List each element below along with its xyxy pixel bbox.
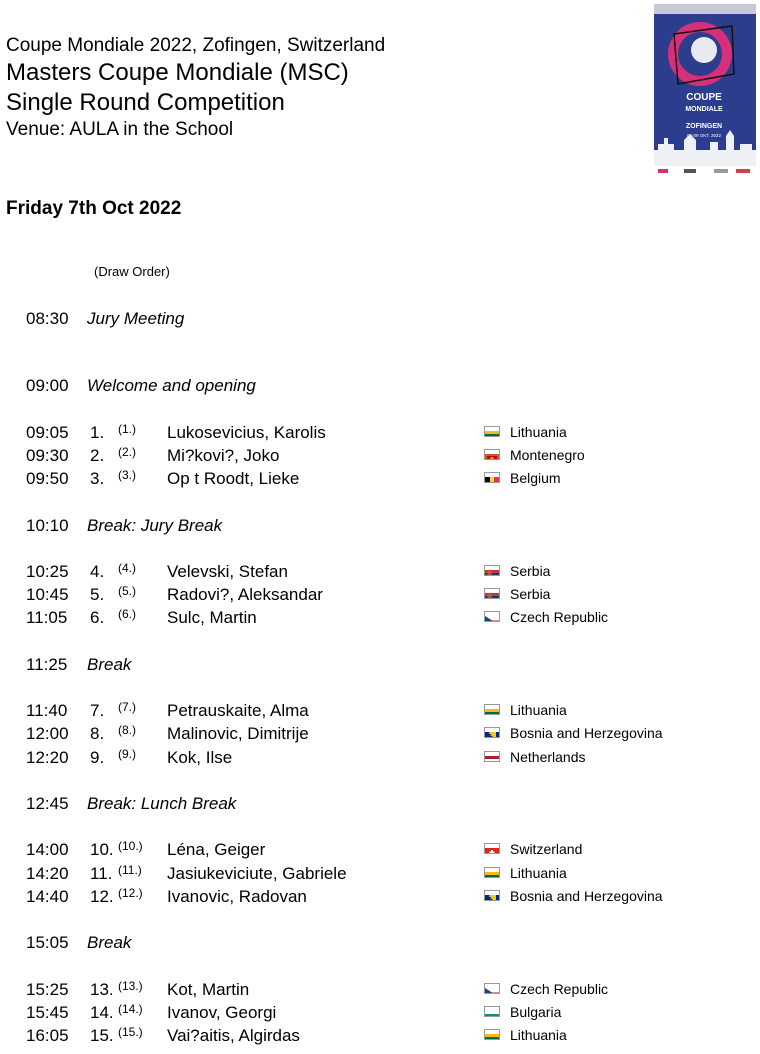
draw-order: (6.) [118, 607, 136, 621]
event-time: 15:05 [26, 933, 69, 952]
performance-time: 09:30 [26, 446, 69, 465]
draw-order: (11.) [118, 863, 142, 877]
performer-country: Bulgaria [510, 1004, 562, 1020]
performance-time: 14:20 [26, 864, 69, 883]
performer-number: 4. [90, 562, 105, 581]
performance-time: 14:00 [26, 840, 69, 859]
performer-row [0, 1024, 760, 1047]
event-poster-logo [654, 4, 756, 176]
performer-country: Bosnia and Herzegovina [510, 888, 663, 904]
draw-order: (3.) [118, 468, 136, 482]
lithuania-flag-icon [484, 1029, 500, 1040]
performer-number: 2. [90, 446, 105, 465]
performer-number: 3. [90, 469, 105, 488]
performer-country: Lithuania [510, 424, 567, 440]
performance-time: 11:40 [26, 701, 68, 720]
performer-name: Vai?aitis, Algirdas [167, 1026, 300, 1045]
performer-number: 8. [90, 724, 105, 743]
performer-row [0, 885, 760, 908]
bosnia-flag-icon [484, 890, 500, 901]
performer-name: Radovi?, Aleksandar [167, 585, 323, 604]
performer-row [0, 722, 760, 745]
performer-row [0, 838, 760, 861]
poster-graphic [654, 4, 756, 176]
performer-country: Switzerland [510, 841, 583, 857]
schedule-event-row [0, 307, 760, 330]
performer-row [0, 699, 760, 722]
performer-number: 7. [90, 701, 105, 720]
round-title: Single Round Competition [6, 89, 285, 116]
draw-order: (13.) [118, 979, 143, 993]
performer-row [0, 467, 760, 490]
performer-row [0, 746, 760, 769]
performer-name: Kok, Ilse [167, 748, 233, 767]
schedule-event-row [0, 931, 760, 954]
czech-flag-icon [484, 983, 500, 994]
performance-time: 12:20 [26, 748, 69, 767]
performer-number: 9. [90, 748, 105, 767]
performer-number: 15. [90, 1026, 114, 1045]
performer-row [0, 421, 760, 444]
draw-order: (10.) [118, 839, 143, 853]
schedule-event-row [0, 792, 760, 815]
performer-country: Czech Republic [510, 609, 609, 625]
performer-name: Mi?kovi?, Joko [167, 446, 280, 465]
performer-number: 1. [90, 423, 105, 442]
draw-order: (15.) [118, 1025, 143, 1039]
lithuania-flag-icon [484, 426, 500, 437]
performer-country: Serbia [510, 563, 551, 579]
performer-country: Lithuania [510, 702, 567, 718]
event-label: Welcome and opening [87, 376, 256, 395]
draw-order: (2.) [118, 445, 136, 459]
event-time: 10:10 [26, 516, 69, 535]
draw-order-note: (Draw Order) [94, 264, 170, 279]
montenegro-flag-icon [484, 449, 500, 460]
draw-order: (9.) [118, 747, 136, 761]
performer-country: Bosnia and Herzegovina [510, 725, 663, 741]
performer-name: Jasiukeviciute, Gabriele [167, 864, 347, 883]
event-time: 08:30 [26, 309, 69, 328]
performer-number: 6. [90, 608, 105, 627]
event-time: 12:45 [26, 794, 69, 813]
performer-number: 12. [90, 887, 114, 906]
performer-row [0, 606, 760, 629]
performer-row [0, 560, 760, 583]
performance-time: 10:25 [26, 562, 69, 581]
event-time: 09:00 [26, 376, 69, 395]
event-label: Break [87, 933, 132, 952]
performer-name: Kot, Martin [167, 980, 250, 999]
performer-number: 5. [90, 585, 105, 604]
poster-text-mondiale: MONDIALE [685, 106, 723, 113]
event-label: Break: Lunch Break [87, 794, 237, 813]
day-heading: Friday 7th Oct 2022 [6, 198, 182, 219]
draw-order: (8.) [118, 723, 136, 737]
draw-order: (14.) [118, 1002, 143, 1016]
performer-number: 14. [90, 1003, 114, 1022]
performance-time: 14:40 [26, 887, 69, 906]
performer-country: Montenegro [510, 447, 585, 463]
performer-country: Netherlands [510, 749, 586, 765]
schedule-event-row [0, 374, 760, 397]
performer-name: Lukosevicius, Karolis [167, 423, 326, 442]
performer-name: Ivanovic, Radovan [167, 887, 307, 906]
poster-text-coupe: COUPE [686, 92, 722, 103]
draw-order: (4.) [118, 561, 136, 575]
performer-name: Sulc, Martin [167, 608, 257, 627]
performer-country: Serbia [510, 586, 551, 602]
draw-order: (5.) [118, 584, 136, 598]
performance-time: 15:25 [26, 980, 69, 999]
performer-country: Czech Republic [510, 981, 609, 997]
netherlands-flag-icon [484, 751, 500, 762]
performance-time: 10:45 [26, 585, 69, 604]
schedule-event-row [0, 653, 760, 676]
serbia-flag-icon [484, 565, 500, 576]
performance-time: 09:50 [26, 469, 69, 488]
performer-name: Malinovic, Dimitrije [167, 724, 309, 743]
performer-name: Ivanov, Georgi [167, 1003, 277, 1022]
serbia-flag-icon [484, 588, 500, 599]
performer-row [0, 978, 760, 1001]
performer-name: Op t Roodt, Lieke [167, 469, 300, 488]
performer-row [0, 862, 760, 885]
event-label: Jury Meeting [87, 309, 185, 328]
header [6, 34, 385, 142]
draw-order: (7.) [118, 700, 136, 714]
performer-name: Petrauskaite, Alma [167, 701, 309, 720]
category-title: Masters Coupe Mondiale (MSC) [6, 59, 349, 86]
performer-number: 10. [90, 840, 114, 859]
performer-name: Léna, Geiger [167, 840, 266, 859]
event-time: 11:25 [26, 655, 68, 674]
performer-country: Belgium [510, 470, 561, 486]
performer-country: Lithuania [510, 1027, 567, 1043]
poster-text-dates: 04-09 OKT. 2022 [686, 133, 722, 138]
performance-time: 09:05 [26, 423, 69, 442]
bulgaria-flag-icon [484, 1006, 500, 1017]
lithuania-flag-icon [484, 867, 500, 878]
performer-row [0, 1001, 760, 1024]
performer-number: 11. [90, 864, 113, 883]
event-label: Break [87, 655, 132, 674]
performance-time: 11:05 [26, 608, 68, 627]
belgium-flag-icon [484, 472, 500, 483]
performer-row [0, 444, 760, 467]
draw-order: (1.) [118, 422, 136, 436]
lithuania-flag-icon [484, 704, 500, 715]
performer-country: Lithuania [510, 865, 567, 881]
performer-number: 13. [90, 980, 114, 999]
schedule-event-row [0, 514, 760, 537]
poster-text-city: ZOFINGEN [685, 123, 723, 130]
switzerland-flag-icon [484, 843, 500, 854]
performance-time: 15:45 [26, 1003, 69, 1022]
czech-flag-icon [484, 611, 500, 622]
draw-order: (12.) [118, 886, 143, 900]
venue-line: Venue: AULA in the School [6, 119, 234, 140]
performer-row [0, 583, 760, 606]
performance-time: 16:05 [26, 1026, 69, 1045]
bosnia-flag-icon [484, 727, 500, 738]
competition-line: Coupe Mondiale 2022, Zofingen, Switzerland [6, 35, 386, 56]
performance-time: 12:00 [26, 724, 69, 743]
event-label: Break: Jury Break [87, 516, 223, 535]
performer-name: Velevski, Stefan [167, 562, 288, 581]
